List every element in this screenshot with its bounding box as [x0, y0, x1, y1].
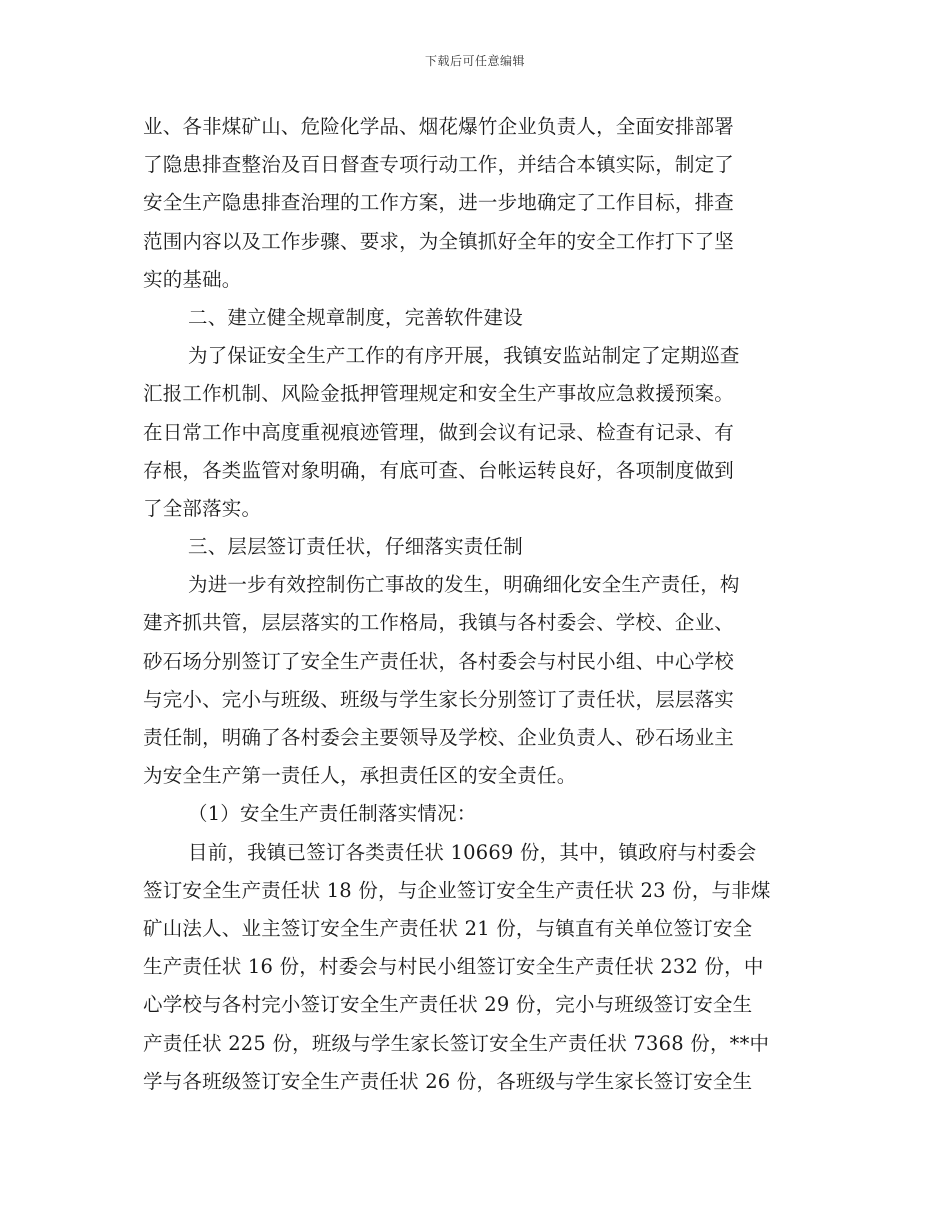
text-line: 砂石场分别签订了安全生产责任状，各村委会与村民小组、中心学校	[143, 649, 735, 673]
document-body	[143, 108, 808, 1101]
text-line: 为了保证安全生产工作的有序开展，我镇安监站制定了定期巡查	[188, 344, 740, 368]
text-line: 存根，各类监管对象明确，有底可查、台帐运转良好，各项制度做到	[143, 458, 735, 482]
text-line: 了隐患排查整治及百日督查专项行动工作，并结合本镇实际，制定了	[143, 153, 735, 177]
text-line: 了全部落实。	[143, 496, 262, 520]
text-line: 建齐抓共管，层层落实的工作格局，我镇与各村委会、学校、企业、	[143, 611, 735, 635]
text-line: 签订安全生产责任状 18 份，与企业签订安全生产责任状 23 份，与非煤	[143, 878, 771, 902]
text-line: 矿山法人、业主签订安全生产责任状 21 份，与镇直有关单位签订安全	[143, 916, 753, 940]
text-line: 为进一步有效控制伤亡事故的发生，明确细化安全生产责任，构	[188, 573, 740, 597]
text-line: 心学校与各村完小签订安全生产责任状 29 份，完小与班级签订安全生	[143, 993, 753, 1017]
text-line: 产责任状 225 份，班级与学生家长签订安全生产责任状 7368 份，**中	[143, 1031, 770, 1055]
page-header: 下载后可任意编辑	[424, 54, 525, 68]
text-line: 汇报工作机制、风险金抵押管理规定和安全生产事故应急救援预案。	[143, 382, 735, 406]
text-line: 学与各班级签订安全生产责任状 26 份，各班级与学生家长签订安全生	[143, 1069, 753, 1093]
text-line: 生产责任状 16 份，村委会与村民小组签订安全生产责任状 232 份，中	[143, 955, 764, 979]
text-line: 责任制，明确了各村委会主要领导及学校、企业负责人、砂石场业主	[143, 726, 735, 749]
text-line: 目前，我镇已签订各类责任状 10669 份，其中，镇政府与村委会	[188, 840, 757, 864]
section-heading: 三、层层签订责任状，仔细落实责任制	[188, 535, 523, 559]
text-line: 与完小、完小与班级、班级与学生家长分别签订了责任状，层层落实	[143, 687, 735, 711]
text-line: 范围内容以及工作步骤、要求，为全镇抓好全年的安全工作打下了坚	[143, 229, 735, 253]
text-line: 业、各非煤矿山、危险化学品、烟花爆竹企业负责人，全面安排部署	[143, 115, 735, 138]
subsection-heading: （1）安全生产责任制落实情况：	[188, 802, 477, 826]
text-line: 实的基础。	[143, 267, 242, 291]
section-heading: 二、建立健全规章制度，完善软件建设	[188, 305, 523, 329]
text-line: 在日常工作中高度重视痕迹管理，做到会议有记录、检查有记录、有	[143, 420, 735, 444]
text-line: 为安全生产第一责任人，承担责任区的安全责任。	[143, 764, 577, 788]
text-line: 安全生产隐患排查治理的工作方案，进一步地确定了工作目标，排查	[143, 191, 735, 215]
